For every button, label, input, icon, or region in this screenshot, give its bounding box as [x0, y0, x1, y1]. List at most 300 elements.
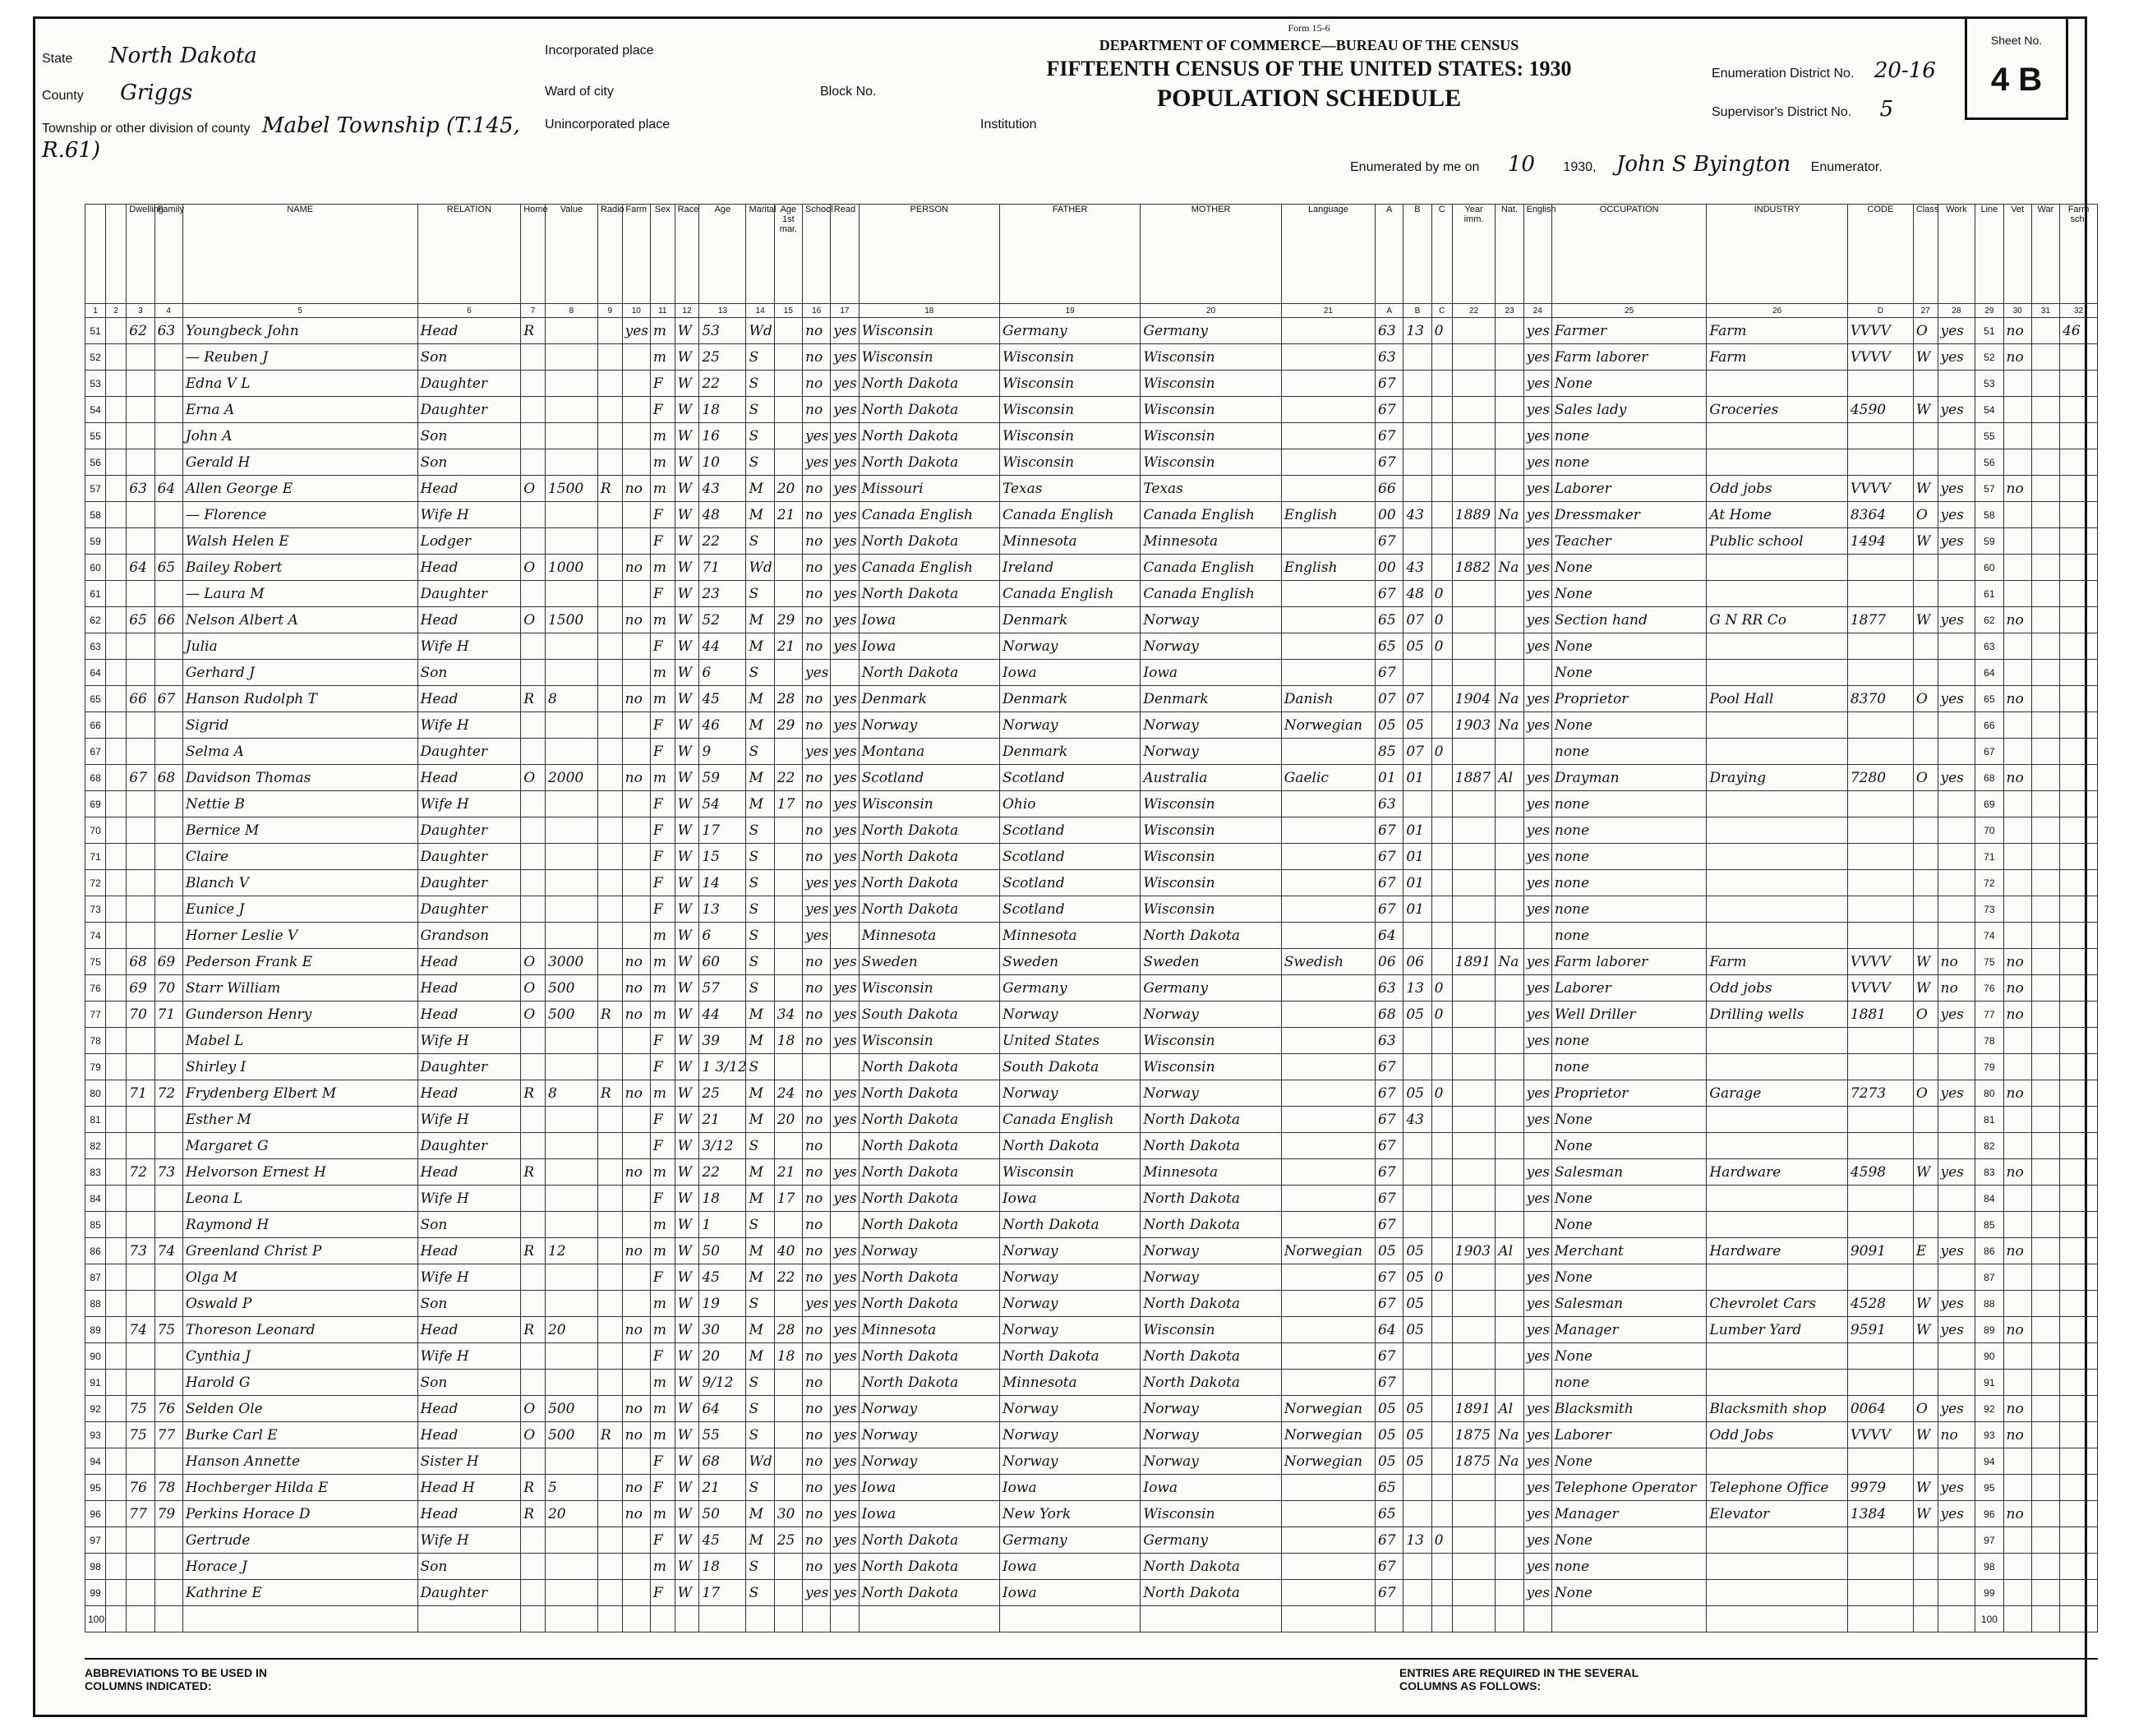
table-cell	[106, 1291, 127, 1317]
table-cell: no	[2003, 975, 2031, 1002]
table-cell: 67	[1376, 581, 1403, 607]
table-cell	[2060, 1501, 2098, 1527]
table-cell: yes	[831, 581, 859, 607]
table-cell	[597, 1317, 622, 1343]
table-cell	[1403, 1606, 1431, 1632]
table-cell: 81	[1975, 1107, 2003, 1133]
table-cell	[1281, 397, 1375, 423]
column-header: Sex	[650, 205, 675, 304]
table-cell: Gaelic	[1281, 765, 1375, 791]
table-cell	[1913, 371, 1938, 397]
table-cell: 58	[85, 502, 106, 528]
table-cell	[2060, 739, 2098, 765]
table-cell: 67	[1376, 896, 1403, 923]
table-cell	[545, 1107, 597, 1133]
table-cell: 93	[1975, 1422, 2003, 1448]
table-cell: S	[746, 870, 774, 896]
table-cell: W	[675, 1186, 699, 1212]
table-cell: 1882	[1452, 555, 1496, 581]
table-cell: S	[746, 397, 774, 423]
table-cell: W	[675, 1370, 699, 1396]
table-cell	[1847, 896, 1913, 923]
table-cell: VVVV	[1847, 318, 1913, 344]
table-cell: yes	[1523, 1002, 1551, 1028]
township-value: Mabel Township (T.145, R.61)	[42, 113, 520, 163]
table-cell: 52	[85, 344, 106, 371]
table-cell	[2003, 739, 2031, 765]
table-cell: 90	[1975, 1343, 2003, 1370]
table-cell	[1281, 923, 1375, 949]
table-cell	[1938, 1028, 1975, 1054]
table-row	[85, 686, 2098, 712]
table-cell: North Dakota	[999, 1343, 1140, 1370]
table-cell: O	[521, 949, 546, 975]
table-cell: Norway	[999, 1238, 1140, 1264]
table-cell	[1431, 1422, 1452, 1448]
table-cell: 1887	[1452, 765, 1496, 791]
table-cell: 8370	[1847, 686, 1913, 712]
table-cell: M	[746, 476, 774, 502]
table-cell	[1707, 1028, 1847, 1054]
table-cell	[545, 1133, 597, 1159]
table-cell: 05	[1403, 1317, 1431, 1343]
column-number: 10	[622, 304, 650, 318]
table-cell	[2031, 870, 2059, 896]
table-cell: no	[622, 1080, 650, 1107]
table-cell	[597, 1291, 622, 1317]
table-cell: no	[803, 765, 831, 791]
table-cell	[106, 423, 127, 449]
supervisor-value: 5	[1879, 97, 1894, 122]
table-cell: Farm	[1707, 318, 1847, 344]
table-cell	[2031, 1080, 2059, 1107]
table-cell	[1551, 1606, 1707, 1632]
table-cell	[521, 791, 546, 817]
table-cell: yes	[831, 791, 859, 817]
table-cell: yes	[831, 1448, 859, 1475]
table-cell: 67	[1376, 1343, 1403, 1370]
table-cell	[1913, 1054, 1938, 1080]
table-cell: 0	[1431, 633, 1452, 660]
table-cell	[2003, 1475, 2031, 1501]
table-cell: Sweden	[1141, 949, 1281, 975]
table-cell	[1281, 1317, 1375, 1343]
table-cell	[1913, 1606, 1938, 1632]
table-cell	[2031, 765, 2059, 791]
table-cell	[1938, 712, 1975, 739]
table-row	[85, 1159, 2098, 1186]
table-cell	[106, 1554, 127, 1580]
table-row	[85, 581, 2098, 607]
table-cell: no	[803, 1317, 831, 1343]
table-row	[85, 1448, 2098, 1475]
table-cell	[127, 633, 154, 660]
table-cell	[545, 318, 597, 344]
table-cell: Lumber Yard	[1707, 1317, 1847, 1343]
table-cell: F	[650, 817, 675, 844]
table-cell: 17	[774, 791, 802, 817]
table-cell	[2060, 1580, 2098, 1606]
table-cell	[1938, 1448, 1975, 1475]
table-cell: 97	[85, 1527, 106, 1554]
table-cell: no	[2003, 686, 2031, 712]
table-cell: 7273	[1847, 1080, 1913, 1107]
table-cell	[106, 1501, 127, 1527]
column-number: A	[1376, 304, 1403, 318]
table-cell: no	[803, 1475, 831, 1501]
table-cell: Odd jobs	[1707, 476, 1847, 502]
table-cell: yes	[831, 397, 859, 423]
table-cell: 10	[699, 449, 746, 476]
table-cell	[622, 791, 650, 817]
table-cell	[1403, 1475, 1431, 1501]
table-cell: no	[2003, 1002, 2031, 1028]
table-cell: 75	[127, 1396, 154, 1422]
table-cell: yes	[831, 975, 859, 1002]
table-cell: Denmark	[1141, 686, 1281, 712]
table-cell: 12	[545, 1238, 597, 1264]
table-cell	[2031, 1422, 2059, 1448]
table-cell: 86	[85, 1238, 106, 1264]
table-cell	[2060, 344, 2098, 371]
table-cell: 34	[774, 1002, 802, 1028]
table-cell: yes	[831, 502, 859, 528]
table-cell: 8	[545, 1080, 597, 1107]
table-cell: North Dakota	[859, 1554, 999, 1580]
table-cell: Iowa	[859, 633, 999, 660]
table-cell	[622, 923, 650, 949]
unincorporated-label: Unincorporated place	[545, 117, 671, 131]
table-cell	[1847, 1133, 1913, 1159]
table-cell: 500	[545, 1002, 597, 1028]
table-cell: Swedish	[1281, 949, 1375, 975]
table-cell	[1938, 1343, 1975, 1370]
table-cell: 59	[85, 528, 106, 555]
table-cell	[1938, 1527, 1975, 1554]
table-cell: 39	[699, 1028, 746, 1054]
table-cell	[1452, 1080, 1496, 1107]
table-cell	[1707, 870, 1847, 896]
table-cell: North Dakota	[859, 1212, 999, 1238]
township-field: Township or other division of county Mabel Township (T.145, R.61)	[42, 113, 520, 163]
table-cell	[831, 1370, 859, 1396]
table-cell	[1523, 923, 1551, 949]
table-cell: 0064	[1847, 1396, 1913, 1422]
table-cell	[597, 1527, 622, 1554]
table-cell: 75	[154, 1317, 182, 1343]
table-cell: Son	[417, 660, 521, 686]
column-number: 1	[85, 304, 106, 318]
table-cell: 1891	[1452, 949, 1496, 975]
table-cell	[2031, 817, 2059, 844]
table-cell: 55	[699, 1422, 746, 1448]
table-cell: Laborer	[1551, 476, 1707, 502]
table-cell: Son	[417, 423, 521, 449]
table-cell	[1847, 1580, 1913, 1606]
table-cell: 14	[699, 870, 746, 896]
table-cell: 7280	[1847, 765, 1913, 791]
table-cell	[1496, 844, 1523, 870]
table-cell	[1403, 423, 1431, 449]
table-cell: Head	[417, 949, 521, 975]
table-cell	[622, 1448, 650, 1475]
table-cell: 67	[1376, 1054, 1403, 1080]
table-cell: Pool Hall	[1707, 686, 1847, 712]
table-cell	[521, 1448, 546, 1475]
table-cell	[521, 1580, 546, 1606]
table-cell: W	[675, 1054, 699, 1080]
table-cell: 21	[774, 502, 802, 528]
column-header: Marital	[746, 205, 774, 304]
table-cell	[154, 1054, 182, 1080]
column-header: NAME	[182, 205, 417, 304]
table-cell: None	[1551, 1343, 1707, 1370]
table-cell	[1496, 896, 1523, 923]
table-cell: 05	[1403, 1080, 1431, 1107]
table-cell	[545, 1212, 597, 1238]
table-cell: Norway	[1141, 739, 1281, 765]
column-number: 26	[1707, 304, 1847, 318]
table-cell	[1938, 739, 1975, 765]
table-cell: Starr William	[182, 975, 417, 1002]
table-cell: 15	[699, 844, 746, 870]
table-cell: yes	[831, 1501, 859, 1527]
table-cell	[1496, 1343, 1523, 1370]
table-cell: O	[1913, 1080, 1938, 1107]
table-cell: none	[1551, 817, 1707, 844]
table-cell	[521, 844, 546, 870]
table-cell	[1403, 1501, 1431, 1527]
table-cell: Manager	[1551, 1317, 1707, 1343]
table-cell	[106, 1028, 127, 1054]
table-cell: Daughter	[417, 739, 521, 765]
column-number: 31	[2031, 304, 2059, 318]
table-cell	[2031, 1448, 2059, 1475]
column-header: C	[1431, 205, 1452, 304]
table-cell	[622, 1054, 650, 1080]
table-cell: Son	[417, 1291, 521, 1317]
table-cell: 78	[85, 1028, 106, 1054]
table-cell: 46	[2060, 318, 2098, 344]
table-cell	[2031, 1264, 2059, 1291]
table-cell	[106, 844, 127, 870]
table-cell: W	[675, 528, 699, 555]
table-cell	[106, 1133, 127, 1159]
table-cell: 05	[1403, 1291, 1431, 1317]
column-number: 8	[545, 304, 597, 318]
table-cell: 69	[1975, 791, 2003, 817]
table-cell: 85	[85, 1212, 106, 1238]
table-cell: Wisconsin	[999, 449, 1140, 476]
table-cell	[2003, 555, 2031, 581]
table-cell	[803, 1606, 831, 1632]
table-cell: 73	[127, 1238, 154, 1264]
table-cell	[2060, 1107, 2098, 1133]
table-cell: no	[803, 844, 831, 870]
table-cell: yes	[1523, 607, 1551, 633]
table-cell: F	[650, 1054, 675, 1080]
table-cell	[1707, 791, 1847, 817]
table-cell	[1403, 1054, 1431, 1080]
table-cell: Cynthia J	[182, 1343, 417, 1370]
table-cell	[1496, 739, 1523, 765]
table-cell: m	[650, 1212, 675, 1238]
table-cell: yes	[831, 949, 859, 975]
table-cell	[2031, 923, 2059, 949]
table-cell	[2003, 1554, 2031, 1580]
table-cell: Odd jobs	[1707, 975, 1847, 1002]
table-cell: 63	[127, 476, 154, 502]
table-cell	[106, 1212, 127, 1238]
table-cell: S	[746, 844, 774, 870]
table-cell: Wisconsin	[859, 1028, 999, 1054]
table-cell	[774, 1291, 802, 1317]
table-cell	[1452, 817, 1496, 844]
table-cell: Perkins Horace D	[182, 1501, 417, 1527]
table-cell: 71	[85, 844, 106, 870]
table-cell: Germany	[999, 318, 1140, 344]
table-cell: 71	[154, 1002, 182, 1028]
table-cell: S	[746, 923, 774, 949]
table-cell	[2003, 581, 2031, 607]
column-number: 21	[1281, 304, 1375, 318]
table-cell: 22	[774, 765, 802, 791]
table-cell: 89	[1975, 1317, 2003, 1343]
table-cell: Hardware	[1707, 1159, 1847, 1186]
table-cell: 1000	[545, 555, 597, 581]
table-cell: yes	[1938, 1396, 1975, 1422]
table-cell: S	[746, 975, 774, 1002]
table-cell	[1281, 371, 1375, 397]
table-cell	[2031, 1159, 2059, 1186]
table-cell: 05	[1403, 1264, 1431, 1291]
table-cell	[597, 1107, 622, 1133]
table-cell: 66	[1975, 712, 2003, 739]
table-cell: E	[1913, 1238, 1938, 1264]
table-cell	[106, 1317, 127, 1343]
table-cell: M	[746, 1002, 774, 1028]
table-cell: no	[803, 1107, 831, 1133]
table-cell	[106, 1396, 127, 1422]
table-cell	[545, 791, 597, 817]
table-cell: m	[650, 1370, 675, 1396]
table-cell	[1496, 1527, 1523, 1554]
table-cell	[774, 1606, 802, 1632]
table-cell	[1431, 896, 1452, 923]
table-cell: no	[2003, 1396, 2031, 1422]
table-cell: yes	[1938, 607, 1975, 633]
table-cell	[1452, 1501, 1496, 1527]
table-cell: W	[1913, 1317, 1938, 1343]
column-header: Family	[154, 205, 182, 304]
table-cell: S	[746, 949, 774, 975]
table-cell: R	[597, 1002, 622, 1028]
table-cell: 53	[699, 318, 746, 344]
table-cell	[1452, 397, 1496, 423]
table-cell	[521, 1133, 546, 1159]
table-cell: North Dakota	[1141, 1343, 1281, 1370]
table-cell	[1847, 633, 1913, 660]
table-cell	[597, 423, 622, 449]
table-cell	[746, 1606, 774, 1632]
table-cell	[1431, 344, 1452, 371]
enum-district-value: 20-16	[1874, 58, 1936, 83]
table-cell: North Dakota	[859, 1291, 999, 1317]
table-cell	[1431, 923, 1452, 949]
table-cell: 92	[1975, 1396, 2003, 1422]
table-cell: North Dakota	[1141, 1580, 1281, 1606]
table-cell	[1431, 1238, 1452, 1264]
table-cell: 67	[1376, 1107, 1403, 1133]
table-cell	[597, 371, 622, 397]
table-cell	[1847, 923, 1913, 949]
table-cell: 1	[699, 1212, 746, 1238]
table-cell: Germany	[1141, 1527, 1281, 1554]
table-cell: no	[622, 1475, 650, 1501]
table-cell	[154, 660, 182, 686]
table-cell: 01	[1403, 896, 1431, 923]
table-cell: W	[675, 975, 699, 1002]
table-cell: 05	[1376, 712, 1403, 739]
table-cell	[597, 1028, 622, 1054]
table-cell	[545, 633, 597, 660]
table-cell	[597, 1054, 622, 1080]
table-cell	[774, 1448, 802, 1475]
table-cell: Iowa	[999, 1475, 1140, 1501]
table-cell	[521, 1186, 546, 1212]
table-cell: M	[746, 1527, 774, 1554]
table-cell: no	[803, 555, 831, 581]
table-cell	[106, 1080, 127, 1107]
table-cell: W	[675, 1396, 699, 1422]
table-cell	[1496, 633, 1523, 660]
table-cell	[597, 1370, 622, 1396]
table-cell: 62	[85, 607, 106, 633]
table-cell	[1452, 1186, 1496, 1212]
table-cell: yes	[831, 817, 859, 844]
table-cell	[1913, 712, 1938, 739]
table-cell: yes	[803, 896, 831, 923]
table-cell: Farm	[1707, 949, 1847, 975]
table-cell: yes	[1938, 1002, 1975, 1028]
table-cell: Canada English	[1141, 502, 1281, 528]
table-cell	[1707, 1606, 1847, 1632]
table-cell	[1913, 896, 1938, 923]
table-cell	[1452, 633, 1496, 660]
table-cell: 28	[774, 1317, 802, 1343]
table-cell	[106, 449, 127, 476]
table-row	[85, 1291, 2098, 1317]
column-number: C	[1431, 304, 1452, 318]
department-heading: DEPARTMENT OF COMMERCE—BUREAU OF THE CENSUS	[1099, 37, 1519, 53]
table-cell: North Dakota	[1141, 1107, 1281, 1133]
table-cell: 78	[1975, 1028, 2003, 1054]
table-cell	[2003, 633, 2031, 660]
table-cell	[1847, 423, 1913, 449]
table-cell: 57	[1975, 476, 2003, 502]
table-cell	[545, 502, 597, 528]
table-cell: 63	[1376, 791, 1403, 817]
table-cell: North Dakota	[859, 1343, 999, 1370]
table-cell: F	[650, 1343, 675, 1370]
table-cell	[774, 581, 802, 607]
table-cell	[1452, 449, 1496, 476]
table-cell: None	[1551, 660, 1707, 686]
table-cell	[2003, 712, 2031, 739]
table-cell	[1707, 1212, 1847, 1238]
table-cell	[650, 1606, 675, 1632]
table-cell: yes	[1938, 1291, 1975, 1317]
